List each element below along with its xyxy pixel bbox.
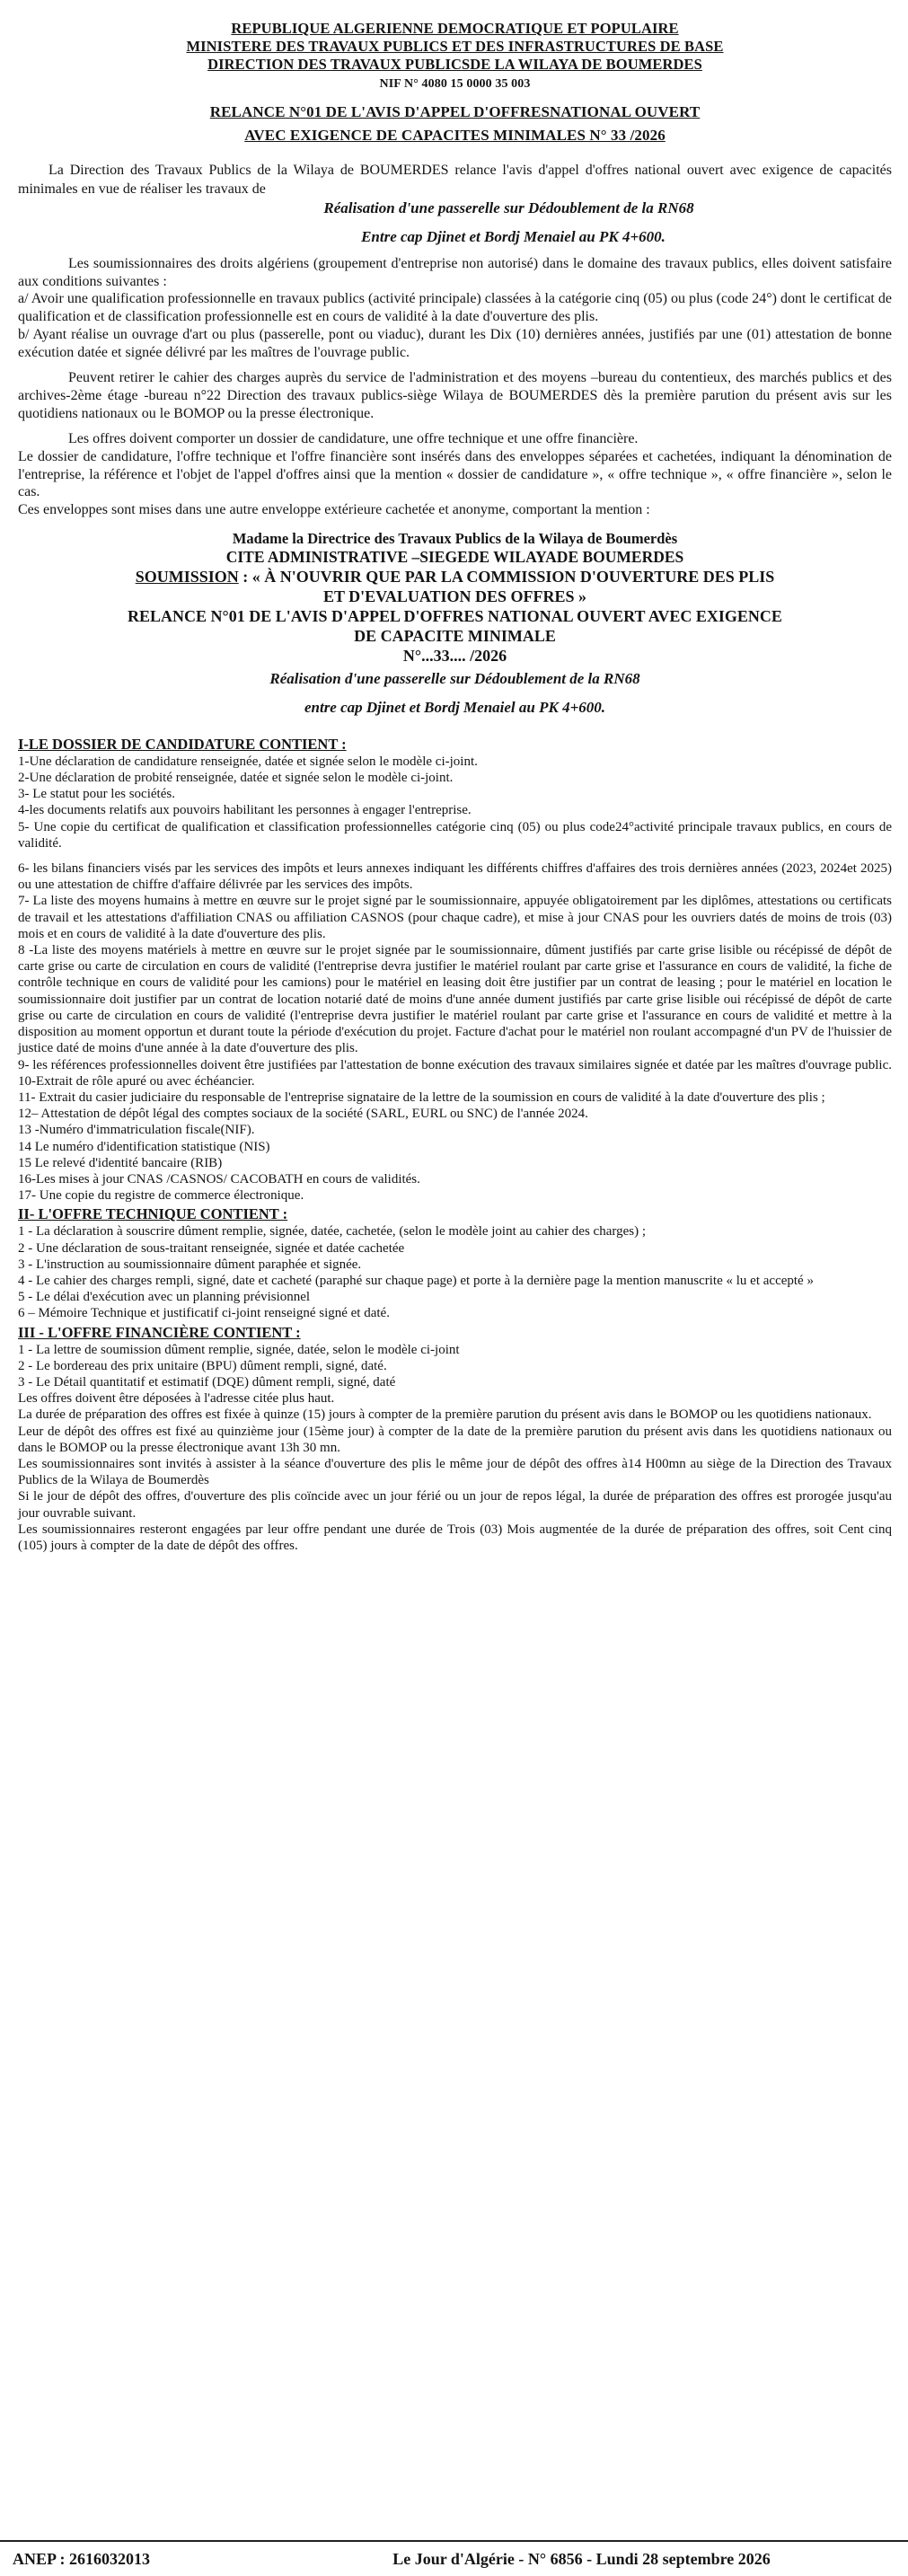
soumission-label: SOUMISSION (135, 567, 239, 586)
section3-title: III - L'OFFRE FINANCIÈRE CONTIENT : (18, 1323, 301, 1341)
retrait-text: Peuvent retirer le cahier des charges auprès du service de l'administration et des moyens –bureau du contentieux, des marchés publics et des archives-2ème étage -bureau n°22 Direction des travaux publics-siège Wilaya de BOUMERDES dès la première parution du présent avis sur les quotidiens nationaux ou le BOMOP ou la presse électronique. (18, 370, 892, 421)
list-item: 5 - Le délai d'exécution avec un planning prévisionnel (18, 1290, 311, 1305)
header-ministry: MINISTERE DES TRAVAUX PUBLICS ET DES INFRASTRUCTURES DE BASE (186, 38, 724, 55)
closing-text: Les soumissionnaires resteront engagées par leur offre pendant une durée de Trois (03) Mois augmentée de la durée de préparation des offres, soit Cent cinq (105) jours à compter de la date de dépôt des offres. (18, 1522, 892, 1553)
journal-info: Le Jour d'Algérie - N° 6856 - Lundi 28 septembre 2026 (392, 2549, 771, 2568)
list-item: 6- les bilans financiers visés par les services des impôts et leurs annexes indiquant les différents chiffres d'affaires des trois dernières années (2023, 2024et 2025) ou une attestation de chiffre d'affaire délivrée par les services des impôts. (18, 861, 892, 893)
list-item: 1 - La déclaration à souscrire dûment remplie, signée, datée, cachetée, (selon le modèle joint au cahier des charges) ; (18, 1224, 647, 1239)
header-direction: DIRECTION DES TRAVAUX PUBLICSDE LA WILAYA DE BOUMERDES (207, 56, 702, 73)
enveloppes-text: Ces enveloppes sont mises dans une autre enveloppe extérieure cachetée et anonyme, comportant la mention : (18, 502, 650, 518)
section1-list (18, 754, 892, 1204)
list-item: 2 - Une déclaration de sous-traitant renseignée, signée et datée cachetée (18, 1240, 405, 1256)
dossier-text: Le dossier de candidature, l'offre technique et l'offre financière sont insérés dans des enveloppes séparées et cachetées, indiquant la dénomination de l'entreprise, la référence et l'objet de l'appel d'offres ainsi que la mention « dossier de candidature », « offre technique », « offre financière », selon le cas. (18, 449, 892, 500)
list-item: 3- Le statut pour les sociétés. (18, 787, 175, 802)
notice-title: RELANCE N°01 DE L'AVIS D'APPEL D'OFFRESNATIONAL OUVERT (209, 103, 701, 120)
list-item: 6 – Mémoire Technique et justificatif ci-joint renseigné signé et daté. (18, 1306, 390, 1321)
page-footer (0, 2540, 908, 2576)
list-item: 15 Le relevé d'identité bancaire (RIB) (18, 1155, 223, 1170)
address-cite: CITE ADMINISTRATIVE –SIEGEDE WILAYADE BOUMERDES (225, 547, 684, 566)
list-item: 13 -Numéro d'immatriculation fiscale(NIF). (18, 1123, 255, 1138)
intro-project: Réalisation d'une passerelle sur Dédoublement de la RN68 (323, 199, 694, 216)
section3-list (18, 1342, 892, 1555)
address-location: entre cap Djinet et Bordj Menaiel au PK 4+600. (304, 698, 606, 716)
condition-b: b/ Ayant réalise un ouvrage d'art ou plus (passerelle, pont ou viaduc), durant les Dix (10) dernières années, justifiés par une (01) attestation de bonne exécution datée et signée délivré par les maîtres de l'ouvrage public. (18, 326, 892, 360)
closing-text: Leur de dépôt des offres est fixé au quinzième jour (15ème jour) à compter de la date de la première parution du présent avis dans les quotidiens nationaux ou dans le BOMOP ou la presse électronique avant 13h 30 mn. (18, 1424, 892, 1455)
section2-title: II- L'OFFRE TECHNIQUE CONTIENT : (18, 1205, 288, 1223)
anep-reference: ANEP : 2616032013 (13, 2549, 150, 2568)
list-item: 5- Une copie du certificat de qualification et classification professionnelles catégorie cinq (05) ou plus code24°activité principale travaux publics, en cours de validité. (18, 819, 892, 851)
notice-title-number: AVEC EXIGENCE DE CAPACITES MINIMALES N° 33 /2026 (244, 127, 666, 144)
list-item: 9- les références professionnelles doivent être justifiées par l'attestation de bonne exécution des travaux similaires signée et datée par les maîtres d'ouvrage public. (18, 1057, 892, 1072)
list-item: 12– Attestation de dépôt légal des comptes sociaux de la société (SARL, EURL ou SNC) de l'année 2024. (18, 1107, 588, 1122)
list-item: 1 - La lettre de soumission dûment remplie, signée, datée, selon le modèle ci-joint (18, 1342, 460, 1357)
closing-text: Si le jour de dépôt des offres, d'ouverture des plis coïncide avec un jour férié ou un jour de repos légal, la durée de préparation des offres est prorogée jusqu'au jour ouvrable suivant. (18, 1489, 892, 1521)
list-item: 3 - Le Détail quantitatif et estimatif (DQE) dûment rempli, signé, daté (18, 1374, 396, 1389)
list-item: 14 Le numéro d'identification statistique (NIS) (18, 1139, 270, 1154)
closing-text: Les offres doivent être déposées à l'adresse citée plus haut. (18, 1391, 335, 1407)
list-item: 16-Les mises à jour CNAS /CASNOS/ CACOBATH en cours de validités. (18, 1171, 420, 1187)
address-block (18, 530, 892, 718)
address-evaluation: ET D'EVALUATION DES OFFRES » (322, 587, 587, 605)
list-item: 1-Une déclaration de candidature renseignée, datée et signée selon le modèle ci-joint. (18, 754, 478, 769)
offres-text: Les offres doivent comporter un dossier de candidature, une offre technique et une offre financière. (68, 431, 639, 447)
address-director: Madame la Directrice des Travaux Publics de la Wilaya de Boumerdès (232, 529, 678, 547)
list-item: 2-Une déclaration de probité renseignée, datée et signée selon le modèle ci-joint. (18, 771, 454, 786)
list-item: 10-Extrait de rôle apuré ou avec échéancier. (18, 1073, 255, 1089)
conditions-lead: Les soumissionnaires des droits algériens (groupement d'entreprise non autorisé) dans le domaine des travaux publics, elles doivent satisfaire aux conditions suivantes : (18, 256, 892, 289)
closing-text: La durée de préparation des offres est fixée à quinze (15) jours à compter de la première parution du présent avis dans le BOMOP ou les quotidiens nationaux. (18, 1407, 872, 1423)
intro-text: La Direction des Travaux Publics de la Wilaya de BOUMERDES relance l'avis d'appel d'offres national ouvert avec exigence de capacités minimales en vue de réaliser les travaux de (18, 163, 892, 197)
header-nif: NIF N° 4080 15 0000 35 003 (379, 77, 531, 91)
list-item: 11- Extrait du casier judiciaire du responsable de l'entreprise signataire de la lettre de la soumission en cours de validité à la date d'ouverture des plis ; (18, 1090, 825, 1105)
list-item: 4 - Le cahier des charges rempli, signé, date et cacheté (paraphé sur chaque page) et porte à la dernière page la mention manuscrite « lu et accepté » (18, 1273, 814, 1288)
list-item: 4-les documents relatifs aux pouvoirs habilitant les personnes à engager l'entreprise. (18, 803, 472, 818)
address-soumission (18, 567, 892, 587)
list-item: 7- La liste des moyens humains à mettre en œuvre sur le projet signé par le soumissionnaire, appuyée obligatoirement par les diplômes, attestations ou certificats de travail et les attestations d'affiliation CNAS ou affiliation CASNOS (pour chaque cadre), et mise à jour CNAS pour les ouvriers datés de moins de trois (03) mois et en cours de validité à la date d'ouverture des plis. (18, 894, 892, 941)
section1-title: I-LE DOSSIER DE CANDIDATURE CONTIENT : (18, 735, 347, 753)
address-relance: RELANCE N°01 DE L'AVIS D'APPEL D'OFFRES NATIONAL OUVERT AVEC EXIGENCE (128, 606, 782, 625)
list-item: 3 - L'instruction au soumissionnaire dûment paraphée et signée. (18, 1257, 362, 1272)
address-project: Réalisation d'une passerelle sur Dédoublement de la RN68 (269, 669, 640, 687)
condition-a: a/ Avoir une qualification professionnelle en travaux publics (activité principale) classées à la catégorie cinq (05) ou plus (code 24°) dont le certificat de qualification et de classification professionnelle est en cours de validité à la date d'ouverture des plis. (18, 291, 892, 325)
soumission-text: : « À N'OUVRIR QUE PAR LA COMMISSION D'OUVERTURE DES PLIS (238, 567, 775, 586)
list-item: 8 -La liste des moyens matériels à mettre en œuvre sur le projet signée par le soumissionnaire, dûment justifiés par carte grise lisible ou récépissé de dépôt de carte grise ou carte de circulation en cours de validité (l'entreprise devra justifier le matériel roulant par carte grise et l'assurance en cours de validité, la fiche de contrôle technique en cours de validité pour les camions) pour le matériel en leasing doit être justifier par un contrat de leasing ; pour le matériel en location le soumissionnaire doit justifier par un contrat de location notarié daté de moins d'une année dument justifiés par carte grise lisible oui récépissé de dépôt de carte grise ou carte de circulation en cours de validité (l'entreprise devra justifier le matériel roulant par carte grise et l'assurance en cours de validité et mettre à la disposition au moment opportun et durant toute la période d'exécution du projet. Facture d'achat pour le matériel non roulant accompagné d'un PV de l'huissier de justice daté de moins d'une année à la date d'ouverture des plis. (18, 943, 892, 1056)
address-capacite: DE CAPACITE MINIMALE (354, 626, 556, 645)
address-number: N°...33.... /2026 (402, 646, 507, 665)
closing-text: Les soumissionnaires sont invités à assister à la séance d'ouverture des plis le même jour de dépôt des offres à14 H00mn au siège de la Direction des Travaux Publics de la Wilaya de Boumerdès (18, 1456, 892, 1488)
intro-location: Entre cap Djinet et Bordj Menaiel au PK 4+600. (361, 228, 666, 245)
header-republic: REPUBLIQUE ALGERIENNE DEMOCRATIQUE ET POPULAIRE (231, 20, 679, 37)
section2-list (18, 1223, 892, 1321)
list-item: 2 - Le bordereau des prix unitaire (BPU) dûment rempli, signé, daté. (18, 1358, 387, 1373)
list-item: 17- Une copie du registre de commerce électronique. (18, 1188, 304, 1204)
